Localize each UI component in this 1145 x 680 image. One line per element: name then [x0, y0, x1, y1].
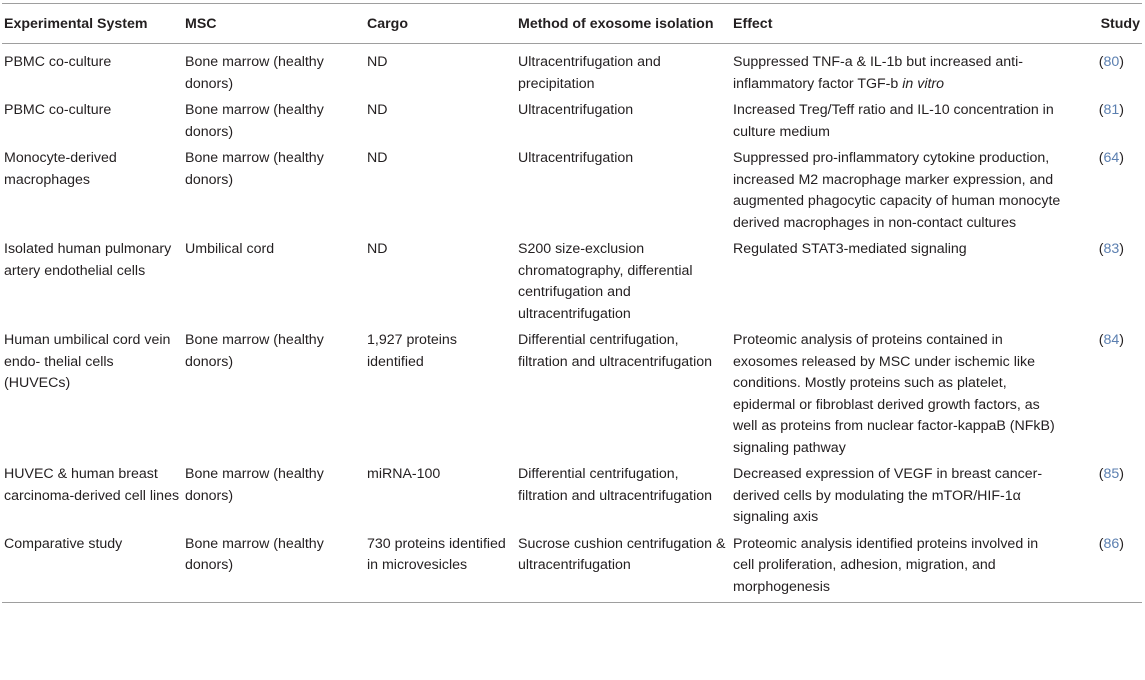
- study-reference-link[interactable]: 86: [1103, 535, 1120, 552]
- cell-cargo: miRNA-100: [367, 466, 441, 482]
- effect-italic-text: in vitro: [902, 75, 945, 92]
- cell-effect: [731, 529, 1061, 603]
- table-row: [2, 44, 1142, 96]
- study-reference-link[interactable]: 84: [1103, 332, 1120, 348]
- cell-study: (86): [1098, 535, 1124, 552]
- cell-method: Differential centrifugation, filtration and ultracentrifugation: [518, 466, 713, 504]
- cell-study: (81): [1098, 102, 1124, 118]
- cell-msc: Bone marrow (healthy donors): [185, 466, 324, 504]
- cell-method: Ultracentrifugation: [518, 150, 634, 166]
- cell-method: Differential centrifugation, filtration and ultracentrifugation: [518, 332, 713, 370]
- effect-text: Regulated STAT3-mediated signaling: [733, 241, 967, 257]
- study-reference-link[interactable]: 81: [1103, 102, 1120, 118]
- cell-study: (84): [1098, 332, 1124, 348]
- exosome-studies-table: [2, 3, 1142, 603]
- cell-cargo: ND: [367, 241, 388, 257]
- table-row: [2, 529, 1142, 603]
- effect-text: Increased Treg/Teff ratio and IL-10 concentration in culture medium: [733, 102, 1054, 140]
- cell-cargo: ND: [367, 102, 388, 118]
- cell-study: (83): [1098, 241, 1124, 257]
- cell-effect: [731, 234, 1061, 325]
- cell-system: HUVEC & human breast carcinoma-derived cell lines: [4, 466, 180, 504]
- header-study: Study: [1100, 16, 1140, 32]
- cell-system: PBMC co-culture: [4, 102, 112, 118]
- cell-method: Ultracentrifugation: [518, 102, 634, 118]
- cell-msc: Bone marrow (healthy donors): [185, 332, 324, 370]
- effect-text: Suppressed pro-inflammatory cytokine production, increased M2 macrophage marker expression, and augmented phagocytic capacity of human monocyte derived macrophages in non-contact cultures: [733, 150, 1061, 231]
- cell-study: (85): [1098, 466, 1124, 482]
- cell-effect: [731, 44, 1061, 96]
- header-cargo: Cargo: [367, 16, 408, 32]
- cell-effect: [731, 95, 1061, 143]
- cell-cargo: ND: [367, 150, 388, 166]
- cell-system: Human umbilical cord vein endo- thelial cells (HUVECs): [4, 332, 171, 391]
- cell-msc: Bone marrow (healthy donors): [185, 150, 324, 188]
- table-row: [2, 459, 1142, 529]
- effect-text: Proteomic analysis identified proteins involved in cell proliferation, adhesion, migration, and morphogenesis: [733, 535, 1039, 595]
- study-reference-link[interactable]: 80: [1103, 54, 1120, 70]
- effect-text: Suppressed TNF-a & IL-1b but increased anti-inflammatory factor TGF-b: [733, 54, 1023, 92]
- table-row: [2, 95, 1142, 143]
- cell-system: Monocyte-derived macrophages: [4, 150, 117, 188]
- exosome-table-container: [0, 3, 1145, 680]
- cell-msc: Bone marrow (healthy donors): [185, 54, 324, 92]
- cell-effect: [731, 143, 1061, 234]
- cell-msc: Bone marrow (healthy donors): [185, 535, 324, 573]
- table-row: [2, 143, 1142, 234]
- cell-system: PBMC co-culture: [4, 54, 112, 70]
- cell-msc: Bone marrow (healthy donors): [185, 102, 324, 140]
- cell-system: Comparative study: [4, 535, 123, 552]
- header-row: [2, 4, 1142, 44]
- cell-cargo: ND: [367, 54, 388, 70]
- cell-method: S200 size-exclusion chromatography, differential centrifugation and ultracentrifugation: [518, 241, 693, 322]
- cell-system: Isolated human pulmonary artery endothelial cells: [4, 241, 172, 279]
- effect-text: Proteomic analysis of proteins contained in exosomes released by MSC under ischemic like conditions. Mostly proteins such as platelet, epidermal or fibroblast derived growth factors, as well as proteins from nuclear factor-kappaB (NFkB) signaling pathway: [733, 332, 1055, 456]
- cell-method: Sucrose cushion centrifugation & ultracentrifugation: [518, 535, 726, 573]
- cell-cargo: 1,927 proteins identified: [367, 332, 457, 370]
- table-row: [2, 234, 1142, 325]
- study-reference-link[interactable]: 83: [1103, 241, 1120, 257]
- effect-text: Decreased expression of VEGF in breast cancer-derived cells by modulating the mTOR/HIF-1α signaling axis: [733, 466, 1043, 525]
- cell-effect: [731, 459, 1061, 529]
- header-effect: Effect: [733, 16, 773, 32]
- cell-study: (80): [1098, 54, 1124, 70]
- header-experimental-system: Experimental System: [4, 16, 148, 32]
- cell-msc: Umbilical cord: [185, 241, 275, 257]
- study-reference-link[interactable]: 85: [1103, 466, 1120, 482]
- header-method: Method of exosome isolation: [518, 16, 714, 32]
- cell-effect: [731, 325, 1061, 459]
- cell-study: (64): [1098, 150, 1124, 166]
- header-msc: MSC: [185, 16, 217, 32]
- cell-cargo: 730 proteins identified in microvesicles: [367, 535, 506, 573]
- study-reference-link[interactable]: 64: [1103, 150, 1120, 166]
- cell-method: Ultracentrifugation and precipitation: [518, 54, 661, 92]
- table-row: [2, 325, 1142, 459]
